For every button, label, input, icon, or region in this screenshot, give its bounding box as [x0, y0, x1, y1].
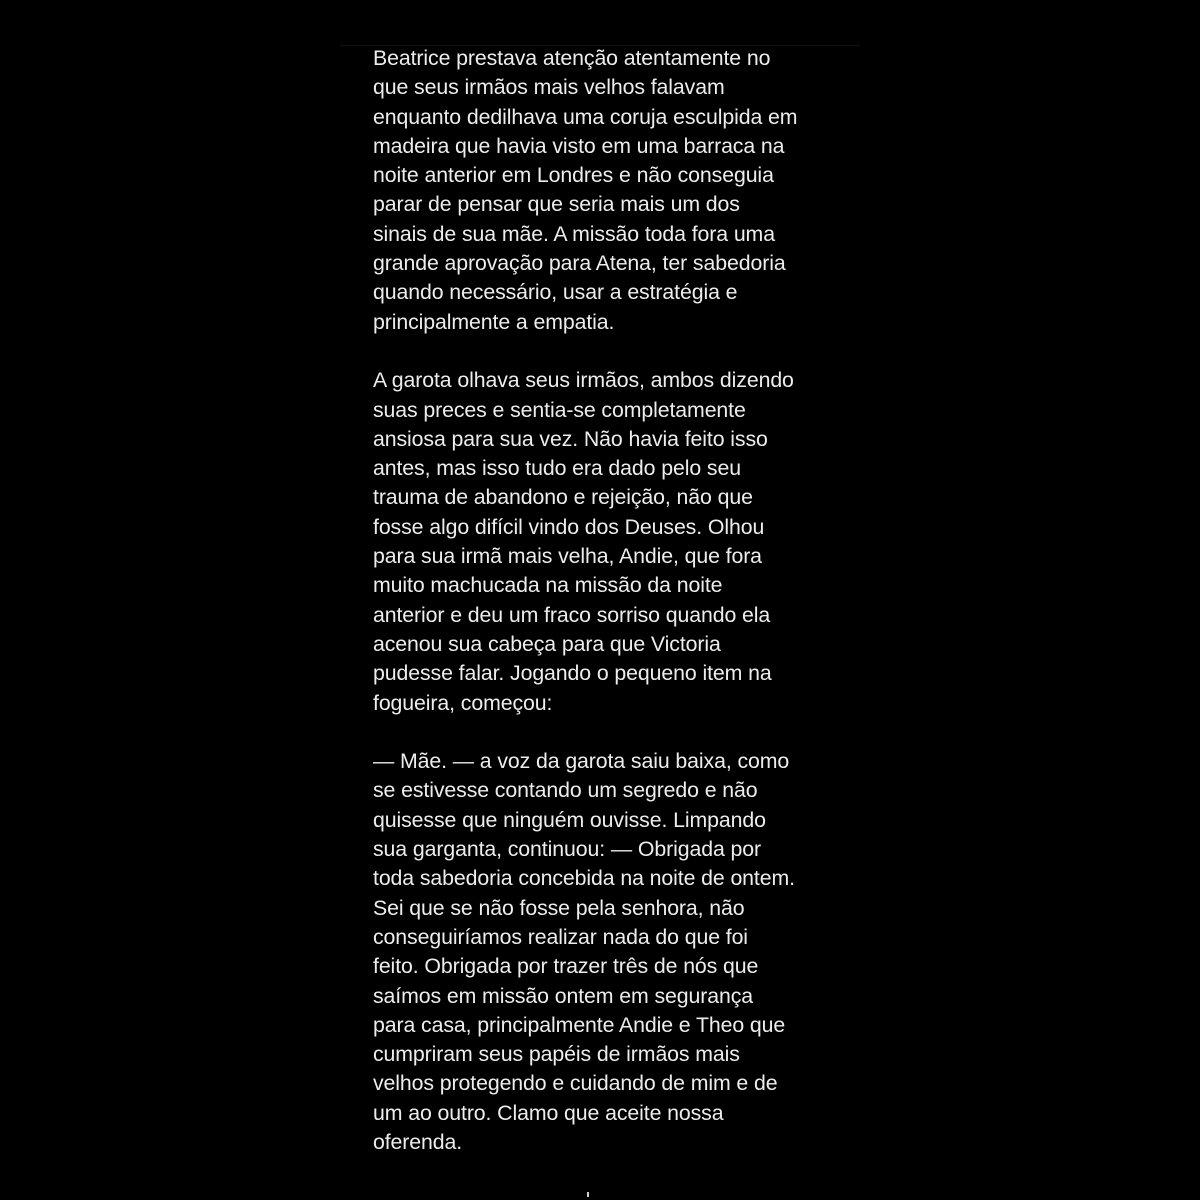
text-line: toda sabedoria concebida na noite de ontem. [373, 866, 795, 891]
text-line: antes, mas isso tudo era dado pelo seu [373, 456, 741, 481]
text-line: para sua irmã mais velha, Andie, que fora [373, 544, 762, 569]
text-line: madeira que havia visto em uma barraca na [373, 133, 785, 158]
text-line: velhos protegendo e cuidando de mim e de [373, 1071, 778, 1096]
text-line: Beatrice prestava atenção atentamente no [373, 46, 771, 70]
text-line: feito. Obrigada por trazer três de nós que [373, 954, 759, 979]
story-text [373, 44, 843, 1187]
text-line: conseguiríamos realizar nada do que foi [373, 924, 748, 949]
text-line: oferenda. [373, 1129, 463, 1154]
text-line: sinais de sua mãe. A missão toda fora uma [373, 221, 775, 246]
text-line: pudesse falar. Jogando o pequeno item na [373, 661, 772, 686]
text-line: grande aprovação para Atena, ter sabedoria [373, 251, 786, 276]
text-line: A garota olhava seus irmãos, ambos dizendo [373, 368, 794, 393]
text-line: muito machucada na missão da noite [373, 573, 723, 598]
text-line: que seus irmãos mais velhos falavam [373, 75, 725, 100]
text-line: anterior e deu um fraco sorriso quando ela [373, 602, 771, 627]
text-line: sua garganta, continuou: — Obrigada por [373, 837, 761, 862]
text-line: um ao outro. Clamo que aceite nossa [373, 1100, 724, 1125]
text-line: quando necessário, usar a estratégia e [373, 280, 738, 305]
text-line: trauma de abandono e rejeição, não que [373, 485, 753, 510]
text-line: acenou sua cabeça para que Victoria [373, 631, 721, 656]
paragraph-3 [373, 747, 843, 1157]
text-line: fosse algo difícil vindo dos Deuses. Olhou [373, 514, 765, 539]
text-line: principalmente a empatia. [373, 309, 615, 334]
text-line: ansiosa para sua vez. Não havia feito isso [373, 426, 768, 451]
text-line: parar de pensar que seria mais um dos [373, 192, 740, 217]
text-line: Sei que se não fosse pela senhora, não [373, 895, 745, 920]
paragraph-1 [373, 44, 843, 337]
scroll-indicator [587, 1192, 589, 1197]
text-line: noite anterior em Londres e não conseguia [373, 163, 774, 188]
text-line: enquanto dedilhava uma coruja esculpida em [373, 104, 798, 129]
text-line: — Mãe. — a voz da garota saiu baixa, como [373, 749, 790, 774]
text-line: se estivesse contando um segredo e não [373, 778, 758, 803]
text-line: saímos em missão ontem em segurança [373, 983, 754, 1008]
text-line: fogueira, começou: [373, 690, 553, 715]
text-line: quisesse que ninguém ouvisse. Limpando [373, 807, 766, 832]
text-line: para casa, principalmente Andie e Theo que [373, 1012, 786, 1037]
text-line: suas preces e sentia-se completamente [373, 397, 746, 422]
paragraph-2 [373, 366, 843, 718]
text-line: cumpriram seus papéis de irmãos mais [373, 1042, 740, 1067]
